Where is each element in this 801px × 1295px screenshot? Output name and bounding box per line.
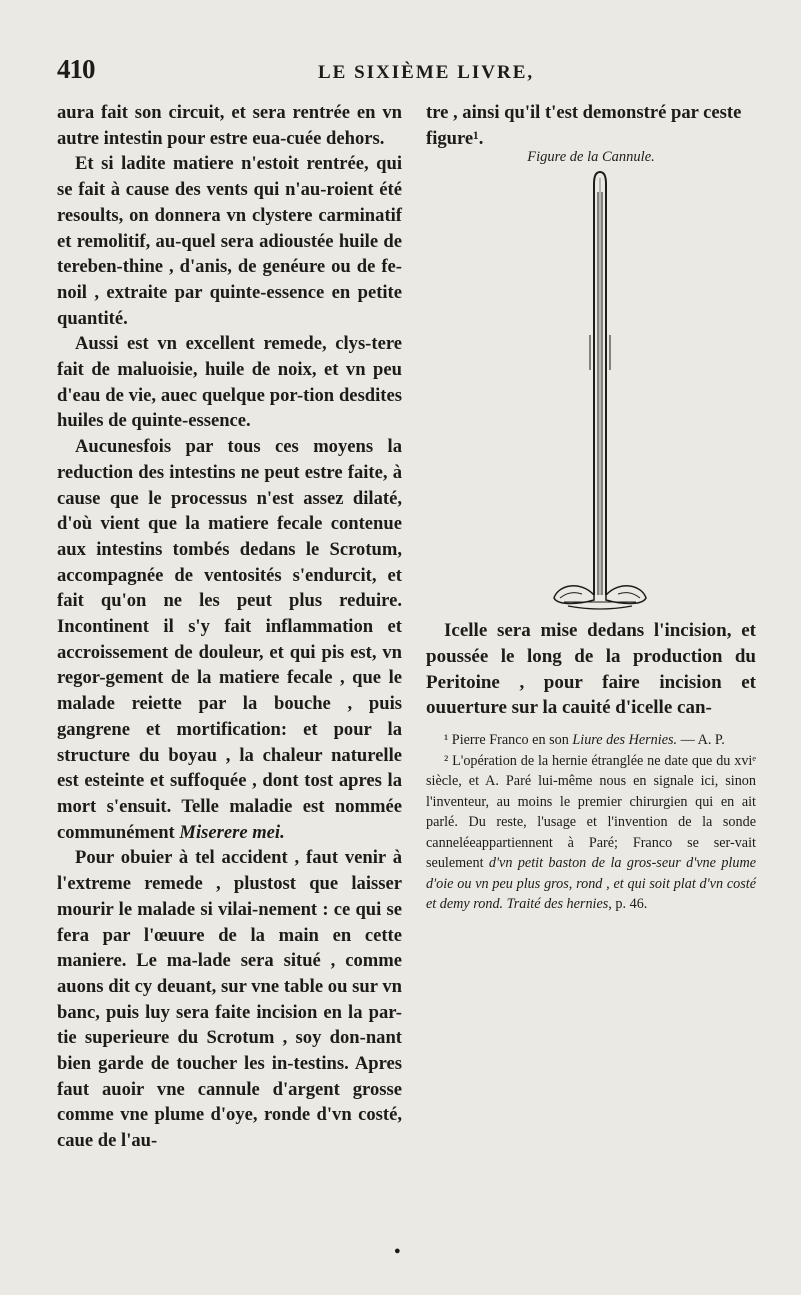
paragraph: Aussi est vn excellent remede, clys-tere fait de maluoisie, huile de noix, et vn peu d'eau de vie, auec quelque por-tion desdites huiles de quinte-essence. <box>57 333 402 432</box>
paragraph: Icelle sera mise dedans l'incision, et poussée le long de la production du Peritoine , pour faire incision et ouuerture sur la cauité d'icelle can- <box>426 620 756 719</box>
paragraph <box>57 434 402 845</box>
footnotes <box>426 730 756 915</box>
footnote-text: ² L'opération de la hernie étranglée ne date que du xviᵉ siècle, et A. Paré lui-même nous en signale ici, sinon l'inventeur, au moins le premier chirurgien qui en ait parlé. Du reste, l'usage et l'invention de la sonde canneléeappartiennent à Paré; Franco se ser-vait seulement <box>426 752 756 871</box>
footnote-italic: Liure des Hernies. <box>572 732 678 748</box>
left-column <box>57 100 402 1154</box>
page-number: 410 <box>57 54 95 84</box>
footnote-2 <box>426 751 756 915</box>
ornament-dot-icon: ● <box>394 1245 401 1257</box>
paragraph: Et si ladite matiere n'estoit rentrée, qui se fait à cause des vents qui n'au-roient été resoults, on donnera vn clystere carminatif et remolitif, au-quel sera adioustée huile de tereben-thine , d'anis, de genéure ou de fe-noil , extraite par quinte-essence en petite quantité. <box>57 153 402 329</box>
cannula-illustration-icon <box>520 170 680 610</box>
paragraph: Pour obuier à tel accident , faut venir à l'extreme remede , plustost que laisser mourir le malade si vilai-nement : ce qui se fera par l'œuure de la main en cette maniere. Le ma-lade sera situé , comme auons dit cy deuant, sur vne table ou sur vn banc, puis luy sera faite incision en la par-tie superieure du Scrotum , soy don-nant bien garde de toucher les in-testins. Apres faut auoir vne cannule d'argent grosse comme vne plume d'oye, ronde d'vn costé, caue de l'au- <box>57 847 402 1152</box>
paragraph-text: Aucunesfois par tous ces moyens la reduction des intestins ne peut estre faite, à cause que le processus n'est assez dilaté, d'où vient que la matiere fecale contenue aux intestins tombés dedans le Scrotum, accompagnée de ventosités s'endurcit, et fait qu'on ne les peut plus reduire. Incontinent il s'y fait inflammation et accroissement de douleur, et qui pis est, vn regor-gement de la matiere fecale , que le malade reiette par la bouche , puis gangrene et mortification: et pour la structure du boyau , la chaleur naturelle est esteinte et suffoquée , dont tost apres la mort s'ensuit. Telle maladie est nommée communément <box>57 436 402 843</box>
paragraph: aura fait son circuit, et sera rentrée en vn autre intestin pour estre eua-cuée dehors. <box>57 102 402 149</box>
footnote-text: ¹ Pierre Franco en son <box>444 732 573 748</box>
figure-caption: Figure de la Cannule. <box>527 149 655 165</box>
footnote-text: p. 46. <box>611 896 648 912</box>
italic-term: Miserere mei. <box>179 821 285 843</box>
running-title: LE SIXIÈME LIVRE, <box>318 62 535 83</box>
right-column-body <box>426 618 756 721</box>
footnote-1 <box>426 730 756 751</box>
footnote-italic: d'vn petit baston de la gros-seur d'vne plume d'oie ou vn peu plus gros, rond , et qui soit plat d'vn costé et demy rond. Traité des hernies, <box>426 855 756 912</box>
paragraph: tre , ainsi qu'il t'est demonstré par ceste figure¹. <box>426 102 742 149</box>
footnote-text: — A. P. <box>677 732 725 748</box>
right-column-intro <box>426 100 756 151</box>
page-header <box>0 52 801 92</box>
